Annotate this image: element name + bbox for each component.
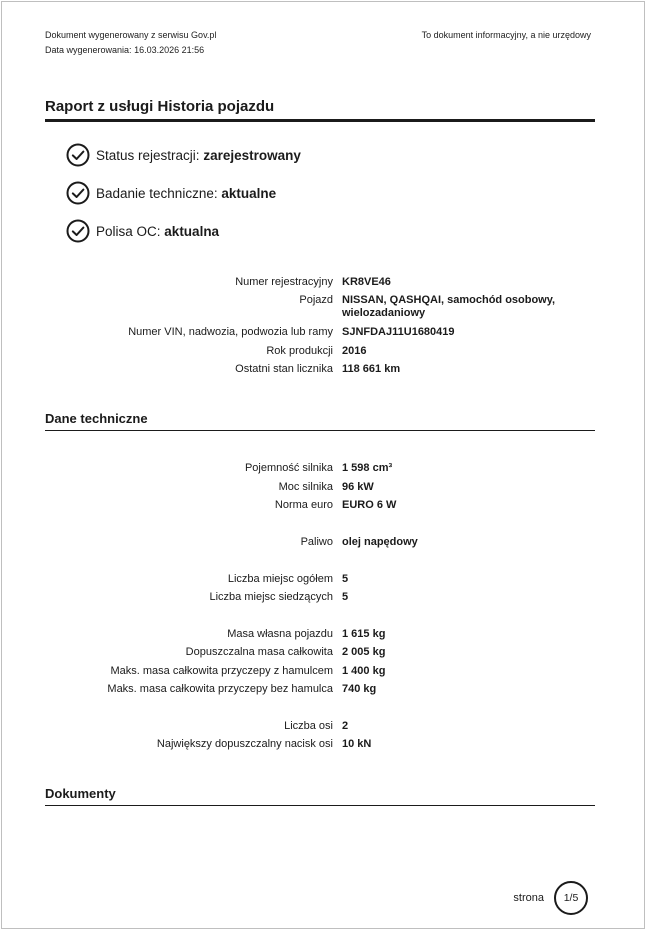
- field-label: Moc silnika: [278, 481, 333, 493]
- status-label: Status rejestracji:: [96, 147, 200, 163]
- tech-row: [2, 536, 648, 554]
- generated-date-value: 16.03.2026 21:56: [134, 45, 205, 55]
- field-label: Największy dopuszczalny nacisk osi: [156, 738, 333, 750]
- summary-row: [2, 294, 648, 319]
- field-label: Dopuszczalna masa całkowita: [185, 646, 333, 658]
- field-value: 2: [342, 720, 349, 732]
- page-label: strona: [513, 892, 544, 904]
- field-label: Liczba miejsc ogółem: [227, 573, 333, 585]
- tech-row: [2, 720, 648, 738]
- field-label: Maks. masa całkowita przyczepy bez hamulca: [107, 683, 333, 695]
- tech-row: [2, 665, 648, 683]
- status-label: Polisa OC:: [96, 223, 161, 239]
- field-value: 5: [342, 573, 349, 585]
- field-value: 2 005 kg: [342, 646, 386, 658]
- tech-row: [2, 573, 648, 591]
- tech-row: [2, 646, 648, 664]
- tech-row: [2, 738, 648, 756]
- tech-row: [2, 481, 648, 499]
- field-value: SJNFDAJ11U1680419: [342, 326, 455, 338]
- summary-row: [2, 276, 648, 294]
- field-value: NISSAN, QASHQAI, samochód osobowy, wielozadaniowy: [342, 294, 556, 319]
- field-value: KR8VE46: [342, 276, 391, 288]
- check-circle-icon: [66, 143, 90, 167]
- page-indicator: [513, 881, 588, 915]
- section-title-tech: Dane techniczne: [45, 411, 595, 431]
- field-value: 96 kW: [342, 481, 374, 493]
- check-circle-icon: [66, 219, 90, 243]
- field-value: olej napędowy: [342, 536, 418, 548]
- tech-row: [2, 462, 648, 480]
- generated-by-text: Dokument wygenerowany z serwisu Gov.pl: [45, 30, 217, 40]
- field-label: Liczba osi: [284, 720, 333, 732]
- document-page: [1, 1, 645, 929]
- field-value: 1 598 cm³: [342, 462, 393, 474]
- field-label: Numer rejestracyjny: [235, 276, 333, 288]
- field-value: 10 kN: [342, 738, 372, 750]
- generated-date-label: Data wygenerowania:: [45, 45, 132, 55]
- summary-row: [2, 363, 648, 381]
- field-value: 1 615 kg: [342, 628, 386, 640]
- field-label: Numer VIN, nadwozia, podwozia lub ramy: [128, 326, 333, 338]
- field-value: 5: [342, 591, 349, 603]
- generated-date-line: [45, 43, 216, 58]
- status-value: zarejestrowany: [203, 147, 301, 163]
- field-value: EURO 6 W: [342, 499, 397, 511]
- field-label: Ostatni stan licznika: [235, 363, 333, 375]
- field-label: Norma euro: [274, 499, 333, 511]
- field-label: Masa własna pojazdu: [227, 628, 333, 640]
- tech-row: [2, 628, 648, 646]
- check-circle-icon: [66, 181, 90, 205]
- field-label: Liczba miejsc siedzących: [209, 591, 333, 603]
- field-value: 1 400 kg: [342, 665, 386, 677]
- field-value: 118 661 km: [342, 363, 401, 375]
- page-number-badge: 1/5: [554, 881, 588, 915]
- tech-row: [2, 683, 648, 701]
- status-value: aktualna: [164, 223, 220, 239]
- status-row-registration: [66, 142, 566, 168]
- field-value: 740 kg: [342, 683, 377, 695]
- header-left: [45, 28, 216, 58]
- field-label: Pojemność silnika: [244, 462, 333, 474]
- tech-row: [2, 591, 648, 609]
- summary-row: [2, 345, 648, 363]
- field-label: Rok produkcji: [266, 345, 333, 357]
- field-label: Paliwo: [300, 536, 333, 548]
- disclaimer-text: To dokument informacyjny, a nie urzędowy: [421, 30, 591, 40]
- field-label: Pojazd: [299, 294, 333, 306]
- section-title-documents: Dokumenty: [45, 786, 595, 806]
- field-value: 2016: [342, 345, 367, 357]
- summary-row: [2, 326, 648, 344]
- field-label: Maks. masa całkowita przyczepy z hamulcem: [110, 665, 333, 677]
- status-row-insurance: [66, 218, 566, 244]
- status-row-inspection: [66, 180, 566, 206]
- tech-row: [2, 499, 648, 517]
- status-label: Badanie techniczne:: [96, 185, 218, 201]
- report-title: Raport z usługi Historia pojazdu: [45, 98, 595, 122]
- status-value: aktualne: [221, 185, 277, 201]
